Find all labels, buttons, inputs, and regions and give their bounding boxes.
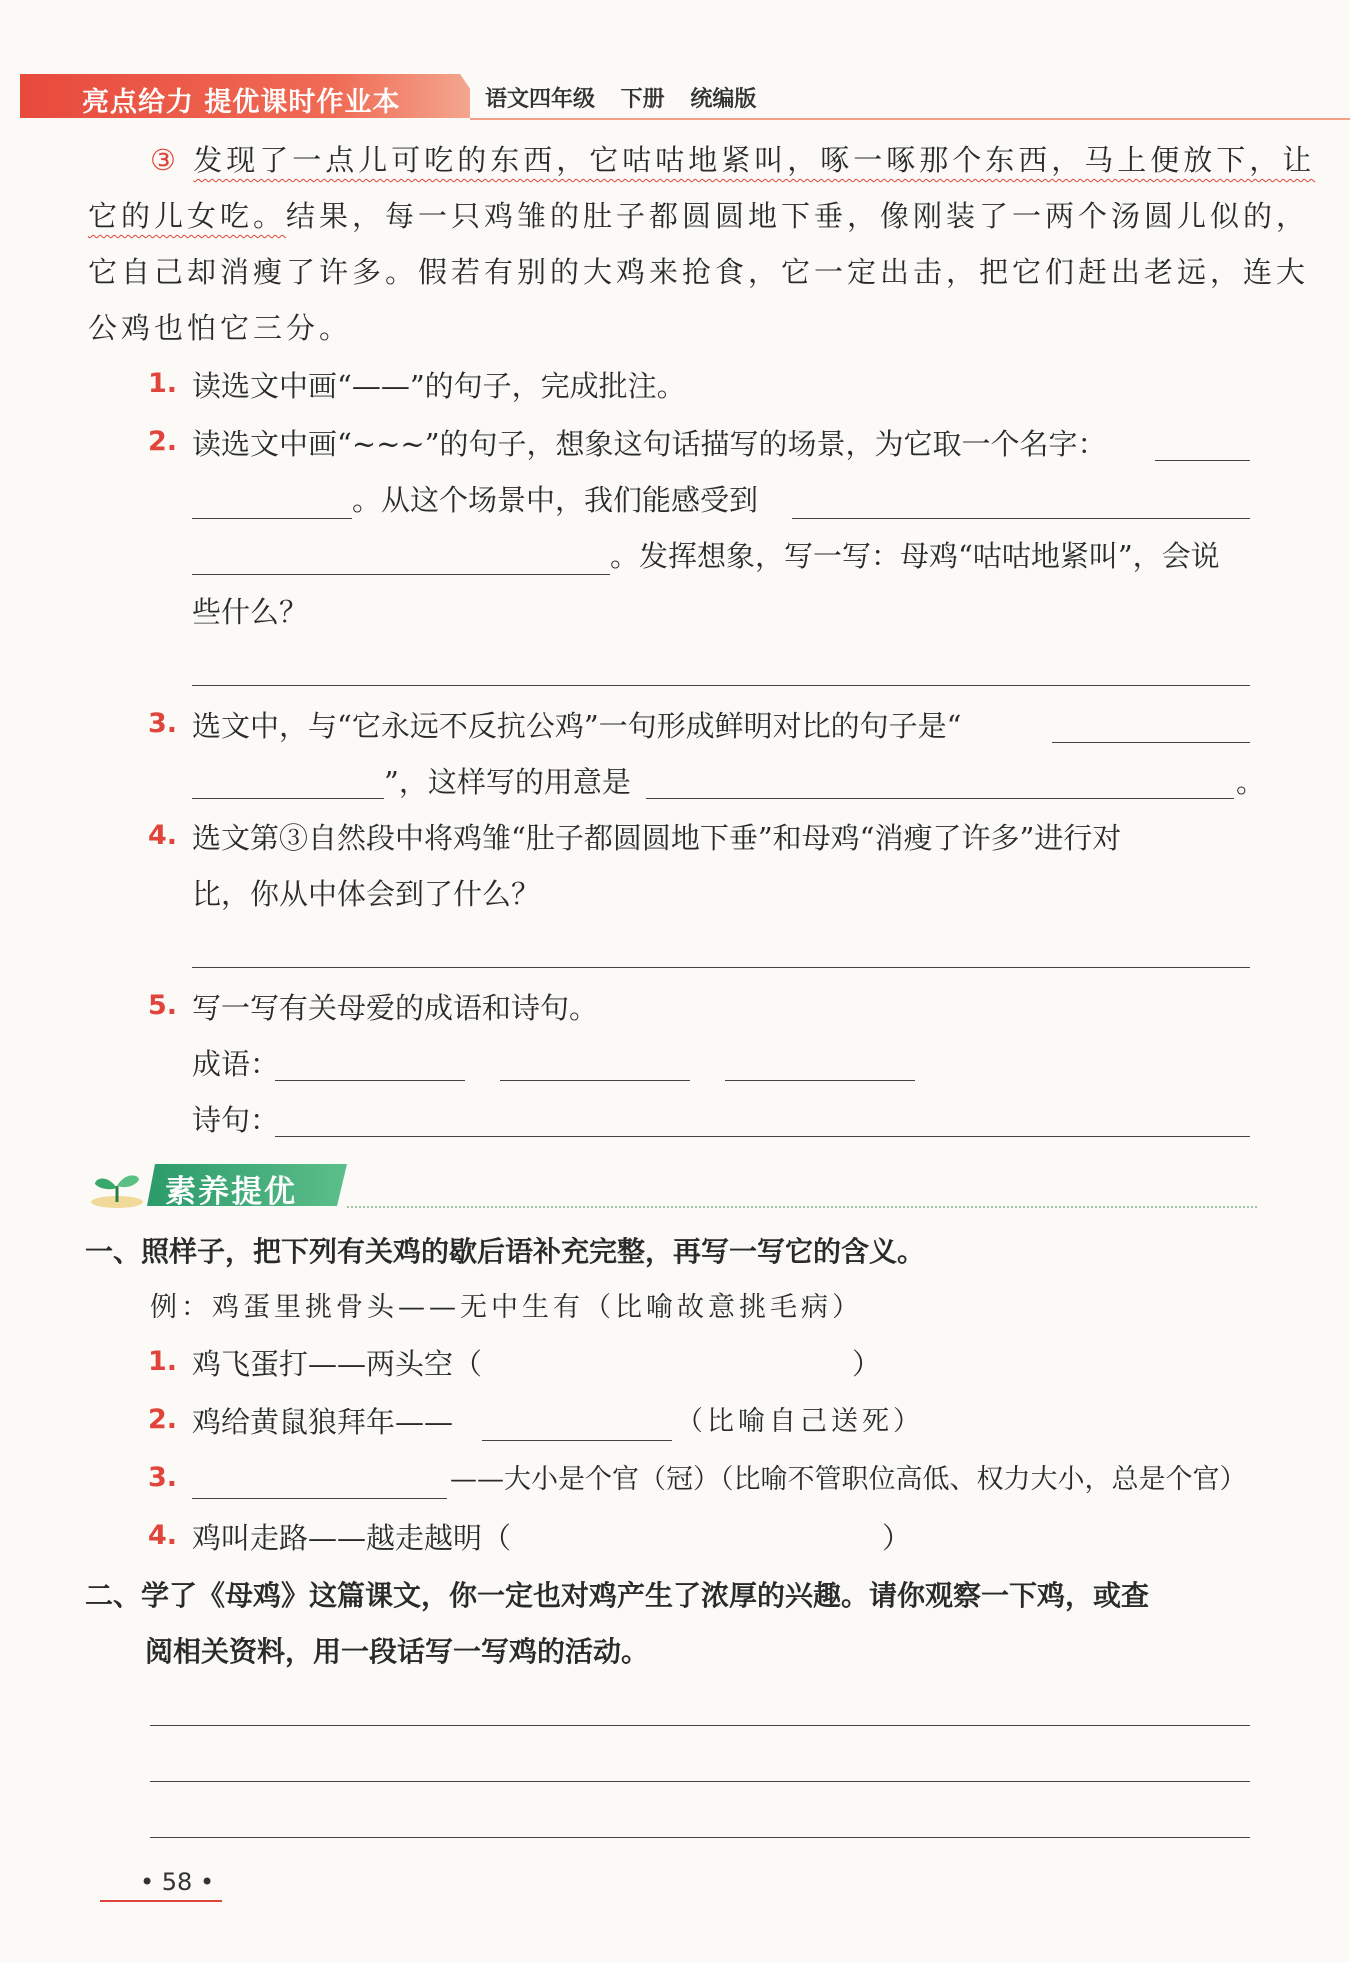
writing-line[interactable] xyxy=(150,1725,1250,1726)
answer-blank[interactable] xyxy=(482,1440,672,1441)
part-1-heading: 一、照样子，把下列有关鸡的歇后语补充完整，再写一写它的含义。 xyxy=(85,1235,926,1268)
writing-line[interactable] xyxy=(150,1781,1250,1782)
period: 。 xyxy=(1236,765,1266,799)
question-2-line-1: 读选文中画“~~~”的句子，想象这句话描写的场景，为它取一个名字： xyxy=(192,427,1107,461)
passage-line-3: 它自己却消瘦了许多。假若有别的大鸡来抢食，它一定出击，把它们赶出老远，连大 xyxy=(88,255,1310,289)
passage-line-1 xyxy=(150,140,1315,180)
page-number: • 58 • xyxy=(140,1868,215,1896)
part-1-example: 例：鸡蛋里挑骨头——无中生有（比喻故意挑毛病） xyxy=(150,1292,863,1323)
sprout-icon xyxy=(89,1164,145,1210)
question-3-line-2: ”，这样写的用意是 xyxy=(384,765,631,799)
item-2-end: （比喻自己送死） xyxy=(676,1406,924,1437)
part-2-line-1: 二、学了《母鸡》这篇课文，你一定也对鸡产生了浓厚的兴趣。请你观察一下鸡，或查 xyxy=(85,1579,1150,1612)
section-divider xyxy=(347,1206,1257,1208)
idiom-blank[interactable] xyxy=(725,1080,915,1081)
question-5-text: 写一写有关母爱的成语和诗句。 xyxy=(192,991,599,1025)
question-number: 2. xyxy=(148,426,178,457)
idiom-label: 成语： xyxy=(192,1047,280,1081)
wavy-sentence-part1: 发现了一点儿可吃的东西，它咕咕地紧叫，啄一啄那个东西，马上便放下，让 xyxy=(193,143,1316,177)
item-3-text: ——大小是个官（冠）（比喻不管职位高低、权力大小，总是个官） xyxy=(450,1464,1247,1495)
passage-line-4: 公鸡也怕它三分。 xyxy=(88,311,353,345)
question-2-line-3: 。发挥想象，写一写：母鸡“咕咕地紧叫”，会说 xyxy=(610,539,1220,573)
item-4-end: ） xyxy=(882,1521,912,1555)
item-number: 4. xyxy=(148,1520,178,1551)
section-banner xyxy=(85,1162,1255,1212)
answer-blank[interactable] xyxy=(646,798,1234,799)
answer-blank[interactable] xyxy=(792,518,1250,519)
header-divider xyxy=(470,118,1350,120)
answer-blank[interactable] xyxy=(1052,742,1250,743)
answer-blank[interactable] xyxy=(192,518,352,519)
answer-blank[interactable] xyxy=(1155,460,1250,461)
item-1-text: 鸡飞蛋打——两头空（ xyxy=(192,1347,483,1381)
question-number: 1. xyxy=(148,368,178,399)
item-1-end: ） xyxy=(852,1347,882,1381)
item-4-text: 鸡叫走路——越走越明（ xyxy=(192,1521,512,1555)
header-info: 语文四年级 下册 统编版 xyxy=(485,87,757,112)
question-4-line-1: 选文第③自然段中将鸡雏“肚子都圆圆地下垂”和母鸡“消瘦了许多”进行对 xyxy=(192,821,1122,855)
question-2-line-4: 些什么？ xyxy=(192,595,309,629)
item-2-text: 鸡给黄鼠狼拜年—— xyxy=(192,1405,454,1439)
answer-blank[interactable] xyxy=(192,1498,447,1499)
writing-line[interactable] xyxy=(150,1837,1250,1838)
answer-line[interactable] xyxy=(192,967,1250,968)
idiom-blank[interactable] xyxy=(275,1080,465,1081)
question-number: 5. xyxy=(148,990,178,1021)
poem-label: 诗句： xyxy=(192,1103,280,1137)
idiom-blank[interactable] xyxy=(500,1080,690,1081)
answer-line[interactable] xyxy=(192,685,1250,686)
question-number: 4. xyxy=(148,820,178,851)
question-1-text: 读选文中画“——”的句子，完成批注。 xyxy=(192,369,686,403)
question-number: 3. xyxy=(148,708,178,739)
footer-decoration xyxy=(100,1900,222,1902)
question-4-line-2: 比，你从中体会到了什么？ xyxy=(192,877,541,911)
question-2-line-2: 。从这个场景中，我们能感受到 xyxy=(352,483,759,517)
item-number: 2. xyxy=(148,1404,178,1435)
poem-blank[interactable] xyxy=(275,1136,1250,1137)
item-number: 1. xyxy=(148,1346,178,1377)
wavy-sentence-part2: 它的儿女吃。 xyxy=(88,199,287,233)
part-2-line-2: 阅相关资料，用一段话写一写鸡的活动。 xyxy=(145,1635,650,1668)
item-number: 3. xyxy=(148,1462,178,1493)
passage-text: 结果，每一只鸡雏的肚子都圆圆地下垂，像刚装了一两个汤圆儿似的， xyxy=(286,199,1310,233)
header-brand: 亮点给力 提优课时作业本 xyxy=(82,87,401,118)
answer-blank[interactable] xyxy=(192,798,384,799)
answer-blank[interactable] xyxy=(192,574,610,575)
passage-line-2 xyxy=(88,196,1309,236)
question-3-line-1: 选文中，与“它永远不反抗公鸡”一句形成鲜明对比的句子是“ xyxy=(192,709,962,743)
section-title: 素养提优 xyxy=(165,1174,297,1210)
page-header xyxy=(20,74,1330,122)
paragraph-marker: ③ xyxy=(150,143,180,177)
